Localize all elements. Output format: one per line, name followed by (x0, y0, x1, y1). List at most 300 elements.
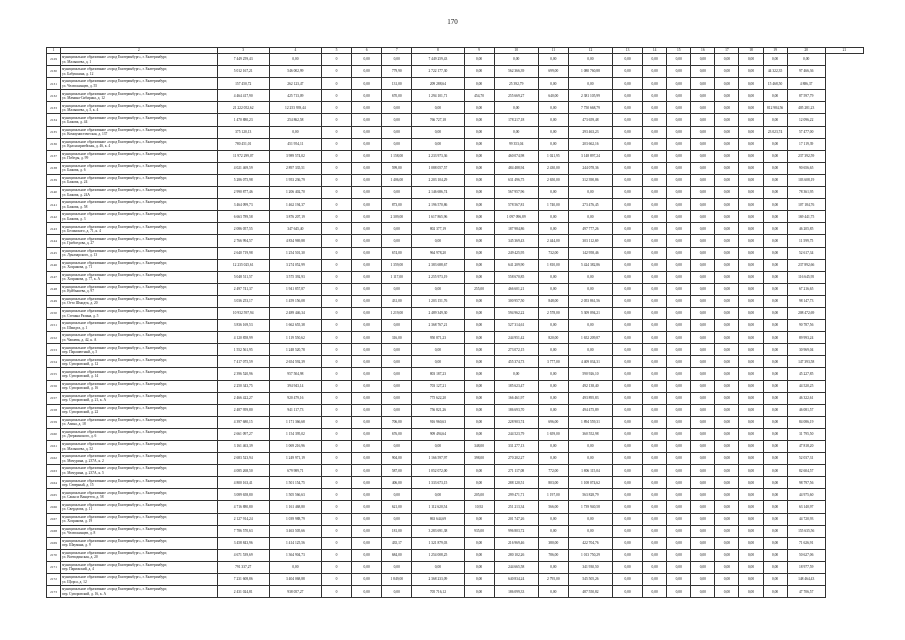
value-cell: 0,00 (412, 489, 464, 501)
value-cell: 0,00 (382, 235, 412, 247)
value-cell: 493 895,83 (568, 392, 612, 404)
value-cell: 52 037,31 (787, 453, 825, 465)
value-cell: 563 828,79 (568, 489, 612, 501)
value-cell: 2 489 349,30 (412, 307, 464, 319)
value-cell: 30 969,04 (787, 344, 825, 356)
value-cell: 0,00 (538, 561, 568, 573)
value-cell: 0,00 (643, 586, 667, 598)
value-cell: 0,00 (613, 66, 643, 78)
value-cell: 63 140,97 (787, 501, 825, 513)
value-cell: 0,00 (763, 223, 787, 235)
table-row (47, 537, 864, 549)
value-cell: 0,00 (464, 549, 494, 561)
value-cell: 0,00 (643, 307, 667, 319)
value-cell: 0,00 (715, 223, 739, 235)
address-cell (61, 404, 218, 416)
value-cell: 0,00 (739, 586, 763, 598)
value-cell: 0,00 (691, 344, 715, 356)
value-cell: 2 722 177,30 (412, 66, 464, 78)
row-number: 2145 (47, 247, 61, 259)
value-cell: 0,00 (643, 150, 667, 162)
value-cell: 255 669,27 (494, 90, 538, 102)
address-cell (61, 307, 218, 319)
value-cell: 249 425,95 (494, 247, 538, 259)
table-row (47, 404, 864, 416)
address-prefix: муниципальное образование «город Екатеринбург», г. Екатеринбург, (62, 285, 167, 290)
address-prefix: муниципальное образование «город Екатеринбург», г. Екатеринбург, (62, 345, 167, 350)
value-cell: 0,00 (715, 102, 739, 114)
value-cell: 0,00 (715, 489, 739, 501)
value-cell: 3 575 392,93 (269, 271, 321, 283)
column-header: 8 (412, 48, 464, 54)
value-cell: 0,00 (464, 404, 494, 416)
value-cell: 0,00 (613, 150, 643, 162)
row-number: 2138 (47, 162, 61, 174)
value-cell: 451 954,11 (269, 138, 321, 150)
column-header: 10 (494, 48, 538, 54)
address-prefix: муниципальное образование «город Екатеринбург», г. Екатеринбург, (62, 103, 167, 108)
value-cell: 2 309,00 (382, 211, 412, 223)
value-cell: 82 604,57 (787, 465, 825, 477)
value-cell: 2 661 097,27 (217, 428, 269, 440)
table-row (47, 126, 864, 138)
row-number: 2139 (47, 174, 61, 186)
value-cell: 0,00 (691, 320, 715, 332)
value-cell: 0,00 (538, 380, 568, 392)
row-number: 2146 (47, 259, 61, 271)
value-cell: 0,00 (763, 392, 787, 404)
value-cell: 1 069 216,96 (269, 441, 321, 453)
value-cell: 1 470 880,23 (217, 114, 269, 126)
value-cell: 938 057,27 (269, 586, 321, 598)
value-cell: 1 021,95 (538, 150, 568, 162)
value-cell: 0,00 (763, 368, 787, 380)
address-prefix: муниципальное образование «город Екатеринбург», г. Екатеринбург, (62, 381, 167, 386)
value-cell: 546 002,99 (269, 66, 321, 78)
table-row (47, 162, 864, 174)
value-cell: 12 096,22 (787, 114, 825, 126)
row-number: 2169 (47, 537, 61, 549)
value-cell: 3 876 207,19 (269, 211, 321, 223)
value-cell: 2 497 741,37 (217, 283, 269, 295)
value-cell: 0,00 (739, 162, 763, 174)
value-cell: 674,00 (382, 247, 412, 259)
column-header: 9 (464, 48, 494, 54)
value-cell: 0,00 (382, 126, 412, 138)
value-cell: 0,00 (382, 138, 412, 150)
value-cell: 10 932 597,94 (217, 307, 269, 319)
value-cell: 466 601,21 (494, 283, 538, 295)
row-number: 2168 (47, 525, 61, 537)
address-prefix: муниципальное образование «город Екатеринбург», г. Екатеринбург, (62, 478, 167, 483)
value-cell: 0,00 (494, 126, 538, 138)
value-cell: 0,00 (613, 489, 643, 501)
value-cell: 0,00 (715, 404, 739, 416)
row-number: 2172 (47, 574, 61, 586)
value-cell: 0 (321, 537, 351, 549)
value-cell: 1 953 236,79 (269, 174, 321, 186)
value-cell: 157 450,72 (217, 78, 269, 90)
value-cell: 0,00 (382, 283, 412, 295)
value-cell: 0,00 (715, 549, 739, 561)
value-cell: 0,00 (691, 187, 715, 199)
value-cell: 0,00 (613, 513, 643, 525)
value-cell: 50 627,06 (787, 549, 825, 561)
value-cell: 0,00 (739, 114, 763, 126)
value-cell: 0,00 (715, 344, 739, 356)
value-cell: 640,00 (538, 90, 568, 102)
address-street: ул. Отто Шмидта, д. 20 (62, 301, 98, 306)
address-cell (61, 235, 218, 247)
value-cell: 3 464 099,73 (217, 199, 269, 211)
value-cell: 0,00 (643, 138, 667, 150)
row-number: 2160 (47, 428, 61, 440)
value-cell: 5 012 167,21 (217, 66, 269, 78)
row-number: 2158 (47, 404, 61, 416)
value-cell: 0,00 (739, 344, 763, 356)
address-street: ул. Красноармейская, д. 46, к. 4 (62, 144, 111, 149)
value-cell: 2 250 343,75 (217, 380, 269, 392)
value-cell: 0,00 (538, 513, 568, 525)
value-cell: 0 (321, 465, 351, 477)
value-cell: 0,00 (643, 392, 667, 404)
value-cell: 0,00 (739, 513, 763, 525)
address-street: ул. Мичурина, д. 237А, к. 5 (62, 470, 104, 475)
value-cell: 641 209,90 (494, 259, 538, 271)
table-row (47, 78, 864, 90)
value-cell: 0,00 (382, 441, 412, 453)
value-cell: 920 479,16 (269, 392, 321, 404)
value-cell: 0,00 (715, 586, 739, 598)
value-cell: 147 393,58 (787, 356, 825, 368)
value-cell: 497 777,26 (568, 223, 612, 235)
table-row (47, 259, 864, 271)
value-cell: 0,00 (382, 187, 412, 199)
address-cell (61, 187, 218, 199)
value-cell: 4 886,37 (787, 78, 825, 90)
value-cell: 0,00 (667, 416, 691, 428)
value-cell: 1 158,00 (382, 150, 412, 162)
value-cell: 0,00 (352, 90, 382, 102)
value-cell: 0 (321, 90, 351, 102)
value-cell: 0,00 (613, 199, 643, 211)
value-cell: 3 089 658,80 (217, 489, 269, 501)
value-cell: 0 (321, 356, 351, 368)
value-cell: 0,00 (643, 344, 667, 356)
address-street: пер. Суворовский, д. 14 (62, 373, 99, 378)
value-cell: 0,00 (715, 150, 739, 162)
value-cell: 0,00 (691, 525, 715, 537)
value-cell: 0 (321, 66, 351, 78)
row-number: 2173 (47, 586, 61, 598)
value-cell: 0,00 (691, 453, 715, 465)
page-number: 170 (447, 18, 458, 26)
address-prefix: муниципальное образование «город Екатеринбург», г. Екатеринбург, (62, 405, 167, 410)
value-cell: 1 171 366,68 (269, 416, 321, 428)
value-cell: 0,00 (739, 66, 763, 78)
value-cell: 545 505,26 (568, 574, 612, 586)
value-cell: 4 120 858,99 (217, 332, 269, 344)
address-street: ул. Грибоедова, д. 27 (62, 240, 94, 245)
value-cell: 0,00 (691, 368, 715, 380)
value-cell: 1 039 988,79 (269, 513, 321, 525)
value-cell: 1 052 072,00 (412, 465, 464, 477)
value-cell: 1 013 750,29 (568, 549, 612, 561)
value-cell: 0,00 (739, 549, 763, 561)
value-cell: 0,00 (643, 199, 667, 211)
value-cell: 0,00 (352, 586, 382, 598)
value-cell: 0,00 (715, 574, 739, 586)
address-cell (61, 211, 218, 223)
value-cell: 271 117,08 (494, 465, 538, 477)
value-cell: 1 652 209,87 (568, 332, 612, 344)
value-cell: 435,17 (382, 537, 412, 549)
value-cell: 0,00 (464, 537, 494, 549)
value-cell: 0,00 (643, 235, 667, 247)
value-cell: 2 430,00 (538, 162, 568, 174)
value-cell: 0,00 (568, 513, 612, 525)
value-cell: 1 617 865,96 (412, 211, 464, 223)
value-cell: 0,00 (382, 320, 412, 332)
value-cell: 0,00 (667, 247, 691, 259)
value-cell: 0,00 (464, 513, 494, 525)
value-cell: 0,00 (715, 501, 739, 513)
value-cell: 1 108 074,62 (568, 477, 612, 489)
value-cell: 2 766 994,57 (217, 235, 269, 247)
value-cell: 0,00 (538, 320, 568, 332)
value-cell: 4 834 969,88 (269, 235, 321, 247)
address-street: пер. Суворовский, д. 12 (62, 361, 99, 366)
value-cell: 0,00 (352, 368, 382, 380)
value-cell: 422 704,76 (568, 537, 612, 549)
address-street: ул. Дзержинского, д. 6 (62, 434, 97, 439)
value-cell: 0,00 (412, 561, 464, 573)
value-cell: 0,00 (568, 54, 612, 66)
value-cell: 0,00 (715, 477, 739, 489)
value-cell: 0,00 (613, 332, 643, 344)
value-cell: 0,00 (667, 54, 691, 66)
value-cell: 2 396 520,96 (217, 368, 269, 380)
value-cell: 0,00 (667, 223, 691, 235)
value-cell: 0,00 (667, 199, 691, 211)
value-cell: 779,90 (382, 66, 412, 78)
value-cell: 0,00 (613, 102, 643, 114)
address-prefix: муниципальное образование «город Екатеринбург», г. Екатеринбург, (62, 224, 167, 229)
value-cell: 0,00 (691, 477, 715, 489)
value-cell: 0,00 (715, 114, 739, 126)
value-cell: 0,00 (667, 66, 691, 78)
value-cell: 186 099,33 (494, 586, 538, 598)
value-cell: 244 078,36 (568, 162, 612, 174)
address-cell (61, 489, 218, 501)
value-cell: 0,00 (643, 320, 667, 332)
value-cell: 1 739 940,58 (568, 501, 612, 513)
address-prefix: муниципальное образование «город Екатеринбург», г. Екатеринбург, (62, 357, 167, 362)
value-cell: 0,00 (269, 126, 321, 138)
value-cell: 0,00 (739, 441, 763, 453)
value-cell: 0,00 (739, 453, 763, 465)
value-cell: 0,00 (715, 453, 739, 465)
address-street: ул. Бажова, д. 24 (62, 180, 88, 185)
value-cell: 1 294 101,71 (412, 90, 464, 102)
value-cell: 0,00 (667, 235, 691, 247)
value-cell: 0,00 (667, 344, 691, 356)
value-cell: 820,00 (538, 332, 568, 344)
value-cell: 11 972 299,07 (217, 150, 269, 162)
address-prefix: муниципальное образование «город Екатеринбург», г. Екатеринбург, (62, 139, 167, 144)
address-cell (61, 114, 218, 126)
value-cell: 6 663 789,58 (217, 211, 269, 223)
value-cell: 0,00 (739, 574, 763, 586)
value-cell: 2 431 024,81 (217, 586, 269, 598)
value-cell: 957 504,98 (269, 368, 321, 380)
value-cell: 0,00 (464, 477, 494, 489)
value-cell: 0,00 (667, 259, 691, 271)
address-prefix: муниципальное образование «город Екатеринбург», г. Екатеринбург, (62, 152, 167, 156)
value-cell: 1 097 096,89 (494, 211, 538, 223)
value-cell: 1 501 154,75 (269, 477, 321, 489)
address-cell (61, 513, 218, 525)
value-cell: 0,00 (382, 54, 412, 66)
value-cell: 0,00 (464, 66, 494, 78)
address-cell (61, 441, 218, 453)
column-header: 2 (61, 48, 218, 54)
table-row (47, 525, 864, 537)
value-cell: 0,00 (568, 320, 612, 332)
value-cell: 0,00 (763, 114, 787, 126)
value-cell: 0,00 (613, 295, 643, 307)
value-cell: 0,00 (352, 332, 382, 344)
value-cell: 0,00 (715, 138, 739, 150)
value-cell: 0,00 (739, 392, 763, 404)
row-number: 2129 (47, 54, 61, 66)
value-cell: 0,00 (613, 380, 643, 392)
value-cell: 0,00 (715, 259, 739, 271)
value-cell: 3 148 897,24 (568, 150, 612, 162)
address-street: ул. Степана Разина, д. 5 (62, 313, 99, 318)
value-cell: 0,00 (352, 561, 382, 573)
address-prefix: муниципальное образование «город Екатеринбург», г. Екатеринбург, (62, 91, 167, 96)
column-header: 4 (269, 48, 321, 54)
value-cell: 0,00 (382, 586, 412, 598)
value-cell: 0,00 (667, 307, 691, 319)
value-cell: 0,00 (382, 356, 412, 368)
value-cell: 31 795,50 (787, 428, 825, 440)
column-header: 18 (739, 48, 763, 54)
value-cell: 0,00 (691, 114, 715, 126)
value-cell: 1 166 597,97 (412, 453, 464, 465)
value-cell: 0,00 (613, 211, 643, 223)
value-cell: 0,00 (715, 211, 739, 223)
value-cell: 0,00 (739, 307, 763, 319)
value-cell: 0,00 (691, 380, 715, 392)
column-header: 19 (763, 48, 787, 54)
value-cell: 273 072,15 (494, 344, 538, 356)
address-cell (61, 501, 218, 513)
value-cell: 1 662 655,38 (269, 320, 321, 332)
value-cell: 21 222 052,62 (217, 102, 269, 114)
value-cell: 5 309 094,21 (568, 307, 612, 319)
address-street: ул. Азина, д. 18 (62, 422, 86, 427)
value-cell: 0,00 (643, 332, 667, 344)
address-street: пер. Суворовский, д. 16 (62, 386, 99, 391)
table-row (47, 102, 864, 114)
value-cell: 558 670,85 (494, 271, 538, 283)
address-prefix: муниципальное образование «город Екатеринбург», г. Екатеринбург, (62, 333, 167, 338)
value-cell: 4 397 680,15 (217, 416, 269, 428)
address-cell (61, 78, 218, 90)
value-cell: 97 466,36 (787, 66, 825, 78)
address-street: ул. Челюскинцев, д. 8 (62, 531, 96, 536)
value-cell: 0,00 (613, 283, 643, 295)
value-cell: 0,00 (691, 392, 715, 404)
value-cell: 780 451,01 (217, 138, 269, 150)
value-cell: 299 471,71 (494, 489, 538, 501)
value-cell: 0,00 (613, 453, 643, 465)
value-cell: 103 608,19 (787, 174, 825, 186)
value-cell: 0 (321, 416, 351, 428)
value-cell: 0,00 (382, 489, 412, 501)
table-row (47, 211, 864, 223)
value-cell: 15 468,50 (763, 78, 787, 90)
value-cell: 473 659,48 (568, 114, 612, 126)
value-cell: 590 926,10 (568, 368, 612, 380)
value-cell: 98 797,56 (787, 477, 825, 489)
row-number: 2159 (47, 416, 61, 428)
address-cell (61, 259, 218, 271)
value-cell: 0,00 (568, 283, 612, 295)
value-cell: 0,00 (643, 561, 667, 573)
row-number: 2171 (47, 561, 61, 573)
row-number: 2163 (47, 465, 61, 477)
value-cell: 578 567,81 (494, 199, 538, 211)
value-cell: 0,00 (568, 271, 612, 283)
value-cell: 0,00 (739, 78, 763, 90)
value-cell: 0,00 (464, 586, 494, 598)
value-cell: 766 727,18 (412, 114, 464, 126)
column-header: 16 (691, 48, 715, 54)
value-cell: 398,00 (464, 453, 494, 465)
value-cell: 0,00 (352, 235, 382, 247)
value-cell: 3 777,00 (538, 356, 568, 368)
value-cell: 0,00 (464, 561, 494, 573)
column-header: 20 (787, 48, 825, 54)
value-cell: 0,00 (763, 453, 787, 465)
value-cell: 0,00 (715, 283, 739, 295)
value-cell: 4 085 268,50 (217, 465, 269, 477)
value-cell: 0 (321, 54, 351, 66)
value-cell: 1 459 156,08 (269, 295, 321, 307)
row-number: 2167 (47, 513, 61, 525)
value-cell: 562 366,39 (494, 66, 538, 78)
value-cell: 360 552,98 (568, 428, 612, 440)
column-header: 5 (321, 48, 351, 54)
table-row (47, 441, 864, 453)
value-cell: 52 617,34 (787, 247, 825, 259)
value-cell: 0,00 (382, 392, 412, 404)
value-cell: 0,00 (763, 211, 787, 223)
value-cell: 0,00 (643, 489, 667, 501)
column-header: 15 (667, 48, 691, 54)
value-cell: 904,00 (382, 453, 412, 465)
value-cell: 679 989,71 (269, 465, 321, 477)
value-cell: 0,00 (538, 54, 568, 66)
value-cell: 0,00 (739, 150, 763, 162)
value-cell: 676,00 (382, 428, 412, 440)
value-cell: 0,00 (667, 356, 691, 368)
address-cell (61, 150, 218, 162)
value-cell: 71 626,91 (787, 537, 825, 549)
